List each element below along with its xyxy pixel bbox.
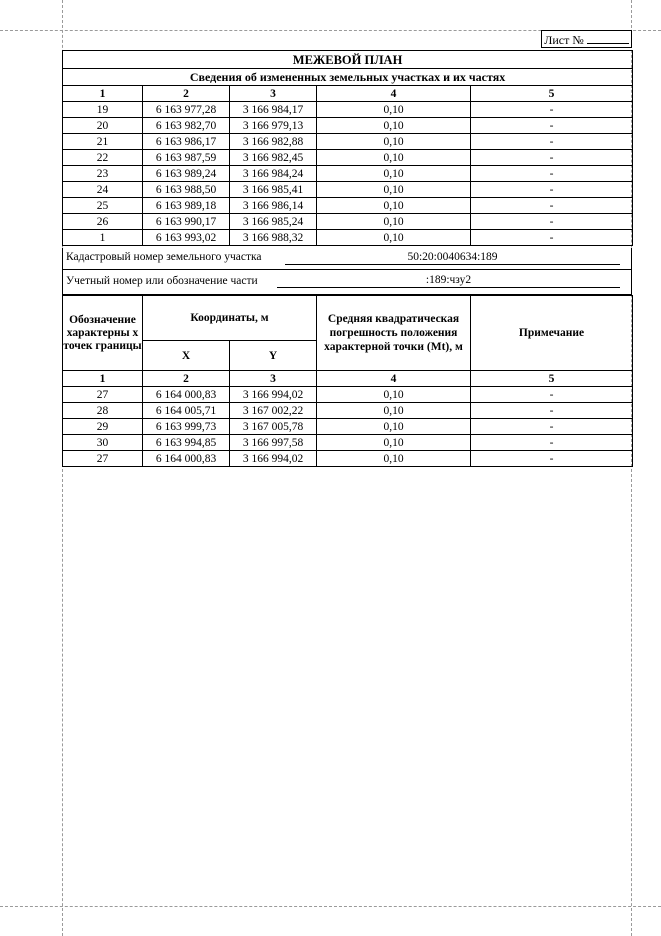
note-cell: - <box>471 166 633 182</box>
coord-x-cell: 6 164 000,83 <box>143 387 230 403</box>
coord-x-cell: 6 163 977,28 <box>143 102 230 118</box>
point-id-cell: 27 <box>63 387 143 403</box>
table-row <box>63 419 633 435</box>
point-id-cell: 29 <box>63 419 143 435</box>
mean-error-cell: 0,10 <box>317 134 471 150</box>
coord-x-cell: 6 163 993,02 <box>143 230 230 246</box>
column-number: 5 <box>471 371 633 387</box>
table-row <box>63 118 633 134</box>
coord-y-cell: 3 166 984,24 <box>230 166 317 182</box>
cadastral-number-label: Кадастровый номер земельного участка <box>66 251 262 263</box>
y-header: Y <box>230 341 317 371</box>
mean-error-cell: 0,10 <box>317 198 471 214</box>
point-id-cell: 24 <box>63 182 143 198</box>
designation-header: Обозначение характерны х точек границы <box>63 296 143 371</box>
coord-x-cell: 6 163 987,59 <box>143 150 230 166</box>
note-cell: - <box>471 214 633 230</box>
coord-y-cell: 3 166 994,02 <box>230 451 317 467</box>
point-id-cell: 1 <box>63 230 143 246</box>
mean-error-cell: 0,10 <box>317 150 471 166</box>
column-number: 3 <box>230 371 317 387</box>
column-number: 2 <box>143 86 230 102</box>
mean-error-cell: 0,10 <box>317 166 471 182</box>
coord-y-cell: 3 166 982,45 <box>230 150 317 166</box>
section-subtitle: Сведения об измененных земельных участках и их частях <box>63 69 633 86</box>
column-number: 4 <box>317 371 471 387</box>
error-header: Средняя квадратическая погрешность положения характерной точки (Mt), м <box>317 296 471 371</box>
coord-x-cell: 6 163 999,73 <box>143 419 230 435</box>
coordinates-header: Координаты, м <box>143 296 317 341</box>
mean-error-cell: 0,10 <box>317 230 471 246</box>
coord-y-cell: 3 166 984,17 <box>230 102 317 118</box>
table-row <box>63 403 633 419</box>
coord-y-cell: 3 167 002,22 <box>230 403 317 419</box>
coord-y-cell: 3 166 994,02 <box>230 387 317 403</box>
second-table-body <box>63 387 633 467</box>
note-header: Примечание <box>471 296 633 371</box>
x-header: X <box>143 341 230 371</box>
coord-y-cell: 3 166 982,88 <box>230 134 317 150</box>
table-row <box>63 198 633 214</box>
document-title: МЕЖЕВОЙ ПЛАН <box>63 51 633 69</box>
table-row <box>63 435 633 451</box>
note-cell: - <box>471 118 633 134</box>
note-cell: - <box>471 230 633 246</box>
note-cell: - <box>471 403 633 419</box>
table-row <box>63 102 633 118</box>
mean-error-cell: 0,10 <box>317 451 471 467</box>
coord-x-cell: 6 163 990,17 <box>143 214 230 230</box>
part-number-row <box>62 270 632 295</box>
table-row <box>63 166 633 182</box>
table-row <box>63 134 633 150</box>
sheet-number-label: Лист № <box>544 33 584 47</box>
note-cell: - <box>471 451 633 467</box>
column-number: 1 <box>63 86 143 102</box>
column-number: 3 <box>230 86 317 102</box>
sheet-number-box <box>541 30 632 48</box>
coord-y-cell: 3 166 997,58 <box>230 435 317 451</box>
coord-x-cell: 6 163 988,50 <box>143 182 230 198</box>
coord-y-cell: 3 166 985,41 <box>230 182 317 198</box>
mean-error-cell: 0,10 <box>317 214 471 230</box>
table-row <box>63 150 633 166</box>
cadastral-number-value: 50:20:0040634:189 <box>285 251 620 265</box>
table-row <box>63 230 633 246</box>
note-cell: - <box>471 419 633 435</box>
note-cell: - <box>471 435 633 451</box>
coord-x-cell: 6 163 989,24 <box>143 166 230 182</box>
first-table-body <box>63 102 633 246</box>
table-row <box>63 387 633 403</box>
coord-x-cell: 6 164 005,71 <box>143 403 230 419</box>
point-id-cell: 27 <box>63 451 143 467</box>
coord-x-cell: 6 163 994,85 <box>143 435 230 451</box>
mean-error-cell: 0,10 <box>317 387 471 403</box>
note-cell: - <box>471 134 633 150</box>
cadastral-number-row <box>62 248 632 270</box>
point-id-cell: 22 <box>63 150 143 166</box>
coord-x-cell: 6 164 000,83 <box>143 451 230 467</box>
sheet-number-blank <box>587 32 629 44</box>
margin-guide-bottom <box>0 906 661 907</box>
coord-x-cell: 6 163 989,18 <box>143 198 230 214</box>
point-id-cell: 30 <box>63 435 143 451</box>
point-id-cell: 21 <box>63 134 143 150</box>
mean-error-cell: 0,10 <box>317 403 471 419</box>
note-cell: - <box>471 182 633 198</box>
coord-y-cell: 3 167 005,78 <box>230 419 317 435</box>
point-id-cell: 28 <box>63 403 143 419</box>
coord-y-cell: 3 166 985,24 <box>230 214 317 230</box>
column-number: 2 <box>143 371 230 387</box>
table-row <box>63 182 633 198</box>
point-id-cell: 25 <box>63 198 143 214</box>
mean-error-cell: 0,10 <box>317 118 471 134</box>
table-row <box>63 451 633 467</box>
column-number: 1 <box>63 371 143 387</box>
point-id-cell: 23 <box>63 166 143 182</box>
table-row <box>63 214 633 230</box>
column-number: 4 <box>317 86 471 102</box>
mean-error-cell: 0,10 <box>317 182 471 198</box>
changed-parcels-table <box>62 50 633 246</box>
mean-error-cell: 0,10 <box>317 435 471 451</box>
part-number-value: :189:чзу2 <box>277 274 620 288</box>
part-number-label: Учетный номер или обозначение части <box>66 275 258 287</box>
part-boundary-table <box>62 295 633 467</box>
note-cell: - <box>471 387 633 403</box>
column-number: 5 <box>471 86 633 102</box>
point-id-cell: 26 <box>63 214 143 230</box>
note-cell: - <box>471 102 633 118</box>
coord-x-cell: 6 163 982,70 <box>143 118 230 134</box>
coord-x-cell: 6 163 986,17 <box>143 134 230 150</box>
mean-error-cell: 0,10 <box>317 102 471 118</box>
note-cell: - <box>471 150 633 166</box>
mean-error-cell: 0,10 <box>317 419 471 435</box>
coord-y-cell: 3 166 988,32 <box>230 230 317 246</box>
note-cell: - <box>471 198 633 214</box>
point-id-cell: 19 <box>63 102 143 118</box>
coord-y-cell: 3 166 986,14 <box>230 198 317 214</box>
point-id-cell: 20 <box>63 118 143 134</box>
coord-y-cell: 3 166 979,13 <box>230 118 317 134</box>
